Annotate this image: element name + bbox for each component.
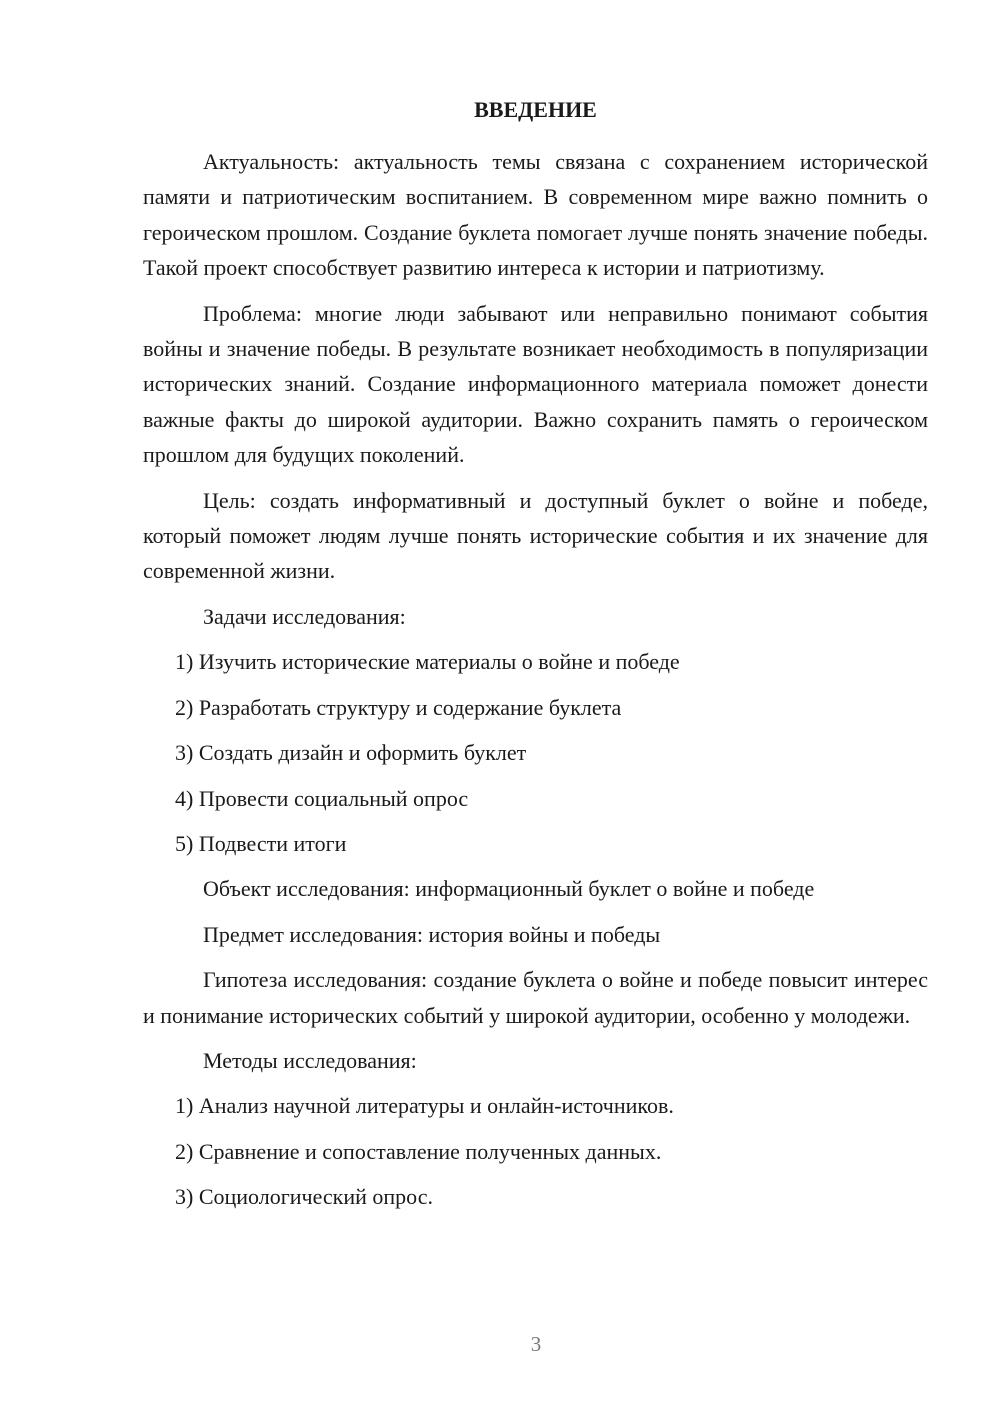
goal-paragraph: Цель: создать информативный и доступный буклет о войне и победе, который поможет людям лучше понять исторические события и их значение для современной жизни. <box>143 487 928 584</box>
list-item: 5) Подвести итоги <box>175 830 347 856</box>
list-item: 1) Изучить исторические материалы о войне и победе <box>175 649 680 675</box>
page-number: 3 <box>530 1332 542 1356</box>
document-page <box>143 94 928 1225</box>
object-line: Объект исследования: информационный буклет о войне и победе <box>203 876 815 902</box>
page-title: ВВЕДЕНИЕ <box>474 97 597 122</box>
tasks-heading: Задачи исследования: <box>203 603 406 629</box>
list-item: 1) Анализ научной литературы и онлайн-источников. <box>175 1093 674 1119</box>
list-item: 4) Провести социальный опрос <box>175 785 469 811</box>
methods-list <box>143 1088 928 1214</box>
list-item: 2) Сравнение и сопоставление полученных данных. <box>175 1138 662 1164</box>
subject-line: Предмет исследования: история войны и победы <box>203 921 661 947</box>
relevance-paragraph: Актуальность: актуальность темы связана с сохранением исторической памяти и патриотическим воспитанием. В современном мире важно помнить о героическом прошлом. Создание буклета помогает лучше понять значение победы. Такой проект способствует развитию интереса к истории и патриотизму. <box>143 149 928 281</box>
hypothesis-paragraph: Гипотеза исследования: создание буклета о войне и победе повысит интерес и понимание исторических событий у широкой аудитории, особенно у молодежи. <box>143 967 928 1028</box>
methods-heading: Методы исследования: <box>203 1047 417 1073</box>
list-item: 3) Социологический опрос. <box>175 1184 433 1210</box>
list-item: 3) Создать дизайн и оформить буклет <box>175 740 527 766</box>
tasks-list <box>143 644 928 861</box>
list-item: 2) Разработать структуру и содержание буклета <box>175 694 622 720</box>
problem-paragraph: Проблема: многие люди забывают или неправильно понимают события войны и значение победы. В результате возникает необходимость в популяризации исторических знаний. Создание информационного материала поможет донести важные факты до широкой аудитории. Важно сохранить память о героическом прошлом для будущих поколений. <box>143 300 928 468</box>
